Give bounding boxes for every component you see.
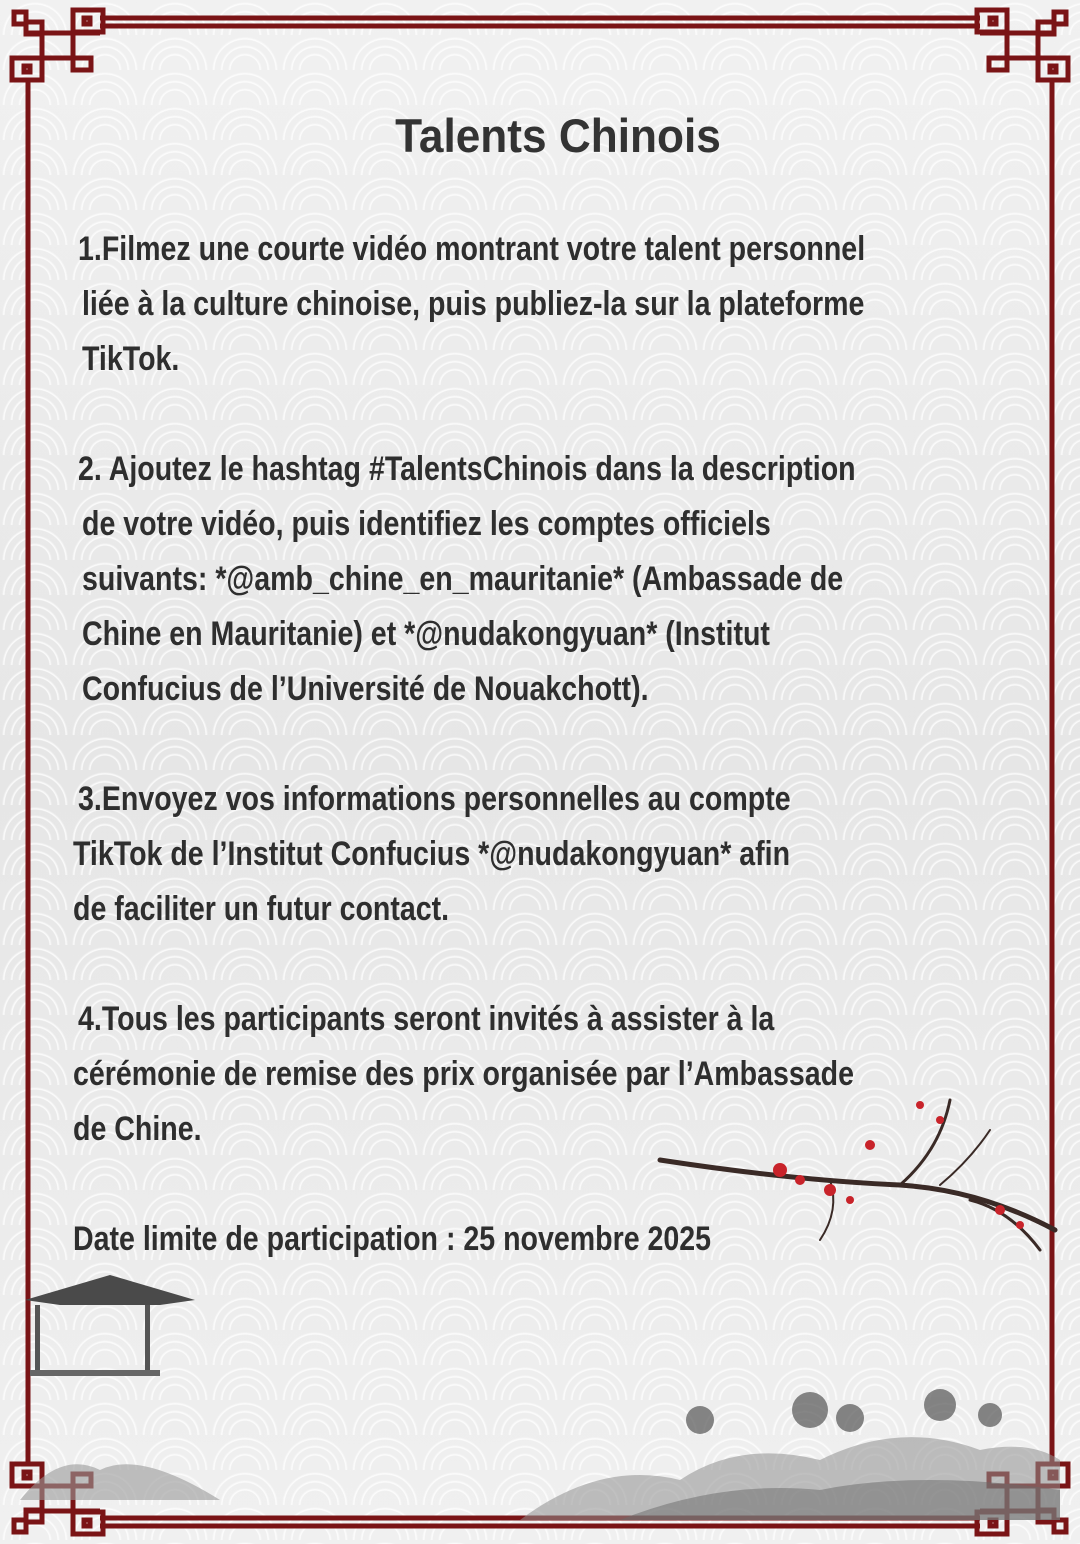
page-title: Talents Chinois xyxy=(395,109,721,162)
step-line: de Chine. xyxy=(73,1110,202,1148)
step-line: 1.Filmez une courte vidéo montrant votre talent personnel xyxy=(78,230,866,268)
step-line: de votre vidéo, puis identifiez les comptes officiels xyxy=(82,505,771,543)
step-line: cérémonie de remise des prix organisée par l’Ambassade xyxy=(73,1055,855,1093)
step-line: suivants: *@amb_chine_en_mauritanie* (Ambassade de xyxy=(82,560,844,598)
step-line: 3.Envoyez vos informations personnelles au compte xyxy=(78,780,791,818)
step-line: TikTok de l’Institut Confucius *@nudakongyuan* afin xyxy=(73,835,791,873)
plum-blossom-branch-icon xyxy=(640,1090,1060,1270)
mountain-trees-landscape-icon xyxy=(520,1380,1060,1520)
step-line: liée à la culture chinoise, puis publiez-la sur la plateforme xyxy=(82,285,865,323)
step-line: de faciliter un futur contact. xyxy=(73,890,450,928)
step-line: 4.Tous les participants seront invités à assister à la xyxy=(78,1000,775,1038)
step-line: Chine en Mauritanie) et *@nudakongyuan* (Institut xyxy=(82,615,770,653)
pavilion-landscape-icon xyxy=(20,1270,220,1500)
deadline: Date limite de participation : 25 novembre 2025 xyxy=(73,1220,712,1258)
step-line: Confucius de l’Université de Nouakchott). xyxy=(82,670,649,708)
step-line: 2. Ajoutez le hashtag #TalentsChinois dans la description xyxy=(78,450,856,488)
step-line: TikTok. xyxy=(82,340,180,378)
